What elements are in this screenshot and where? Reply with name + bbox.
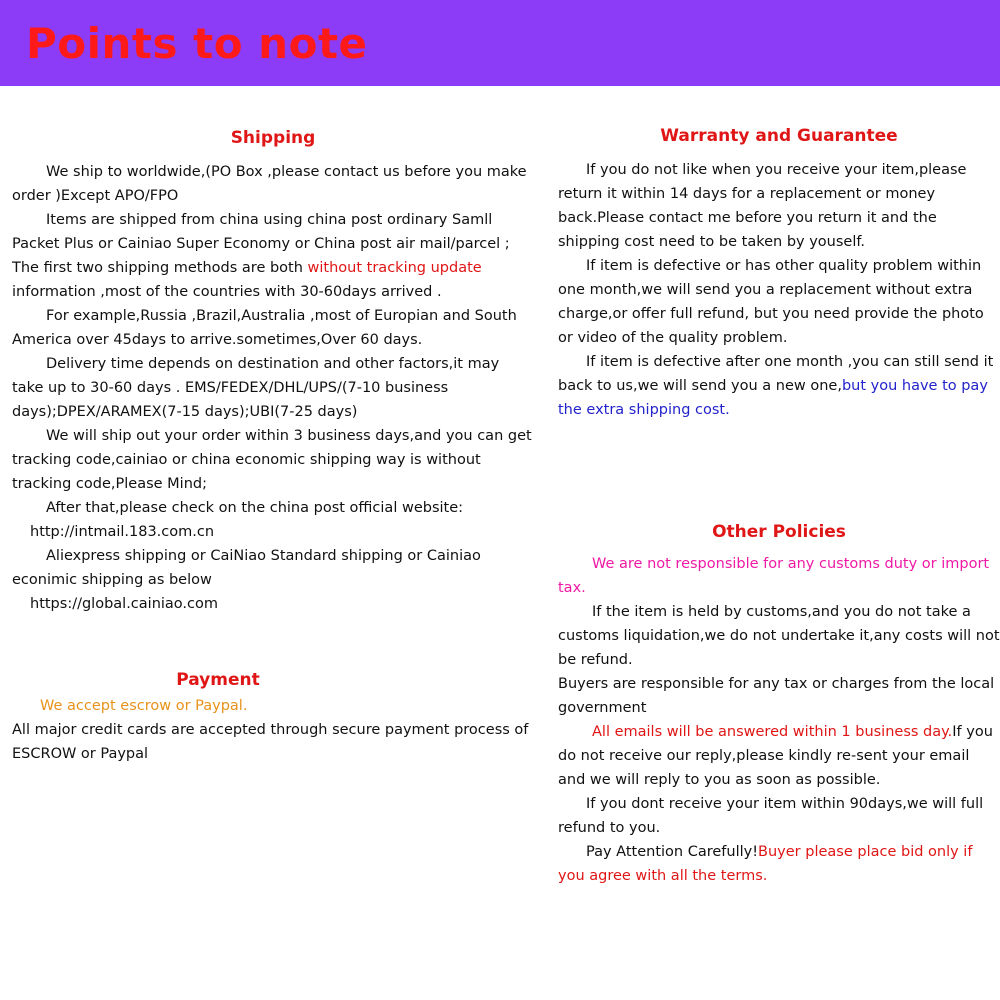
payment-heading: Payment [176, 670, 260, 690]
email-answer-highlight: All emails will be answered within 1 business day. [592, 724, 953, 740]
shipping-method-text: Items are shipped from china using china post ordinary Samll Packet Plus or Cainiao Super Economy or China post air mail/parcel ; The first two shipping methods are both without tracking update information ,most of the countries with 30-60days arrived . [12, 212, 510, 300]
other-policies-heading: Other Policies [712, 522, 846, 542]
email-reply-text: All emails will be answered within 1 business day.If you do not receive our reply,please kindly re-sent your email and we will reply to you as soon as possible. [558, 724, 993, 788]
tax-responsibility-text: Buyers are responsible for any tax or charges from the local government [558, 676, 995, 716]
shipping-example-text: For example,Russia ,Brazil,Australia ,most of Europian and South America over 45days to arrive.sometimes,Over 60 days. [12, 308, 517, 348]
china-post-link[interactable]: http://intmail.183.com.cn [30, 524, 215, 540]
warranty-heading: Warranty and Guarantee [660, 126, 898, 146]
ship-out-text: We will ship out your order within 3 business days,and you can get tracking code,cainiao or china economic shipping way is without tracking code,Please Mind; [12, 428, 532, 492]
no-tracking-highlight: without tracking update [307, 260, 482, 276]
refund-90days-text: If you dont receive your item within 90days,we will full refund to you. [558, 796, 984, 836]
payment-note: We accept escrow or Paypal. [40, 698, 248, 714]
extra-shipping-highlight: but you have to pay the extra shipping cost. [558, 378, 988, 418]
attention-text: Pay Attention Carefully!Buyer please place bid only if you agree with all the terms. [558, 844, 973, 884]
left-column [12, 124, 534, 766]
aliexpress-shipping-text: Aliexpress shipping or CaiNiao Standard shipping or Cainiao econimic shipping as below [12, 548, 481, 588]
customs-held-text: If the item is held by customs,and you do not take a customs liquidation,we do not undertake it,any costs will not be refund. [558, 604, 1000, 668]
page-title: Points to note [26, 19, 368, 68]
shipping-worldwide-text: We ship to worldwide,(PO Box ,please contact us before you make order )Except APO/FPO [12, 164, 527, 204]
right-column [558, 122, 1000, 888]
payment-text: All major credit cards are accepted through secure payment process of ESCROW or Paypal [12, 722, 529, 762]
cainiao-link[interactable]: https://global.cainiao.com [30, 596, 218, 612]
customs-duty-text: We are not responsible for any customs duty or import tax. [558, 556, 990, 596]
delivery-time-text: Delivery time depends on destination and other factors,it may take up to 30-60 days . EMS/FEDEX/DHL/UPS/(7-10 business days);DPEX/ARAMEX(7-15 days);UBI(7-25 days) [12, 356, 500, 420]
warranty-return-text: If you do not like when you receive your item,please return it within 14 days for a replacement or money back.Please contact me before you return it and the shipping cost need to be taken by youself. [558, 162, 967, 250]
header-banner [0, 0, 1000, 86]
check-website-text: After that,please check on the china post official website: [46, 500, 464, 516]
place-bid-highlight: Buyer please place bid only if you agree with all the terms. [558, 844, 973, 884]
shipping-heading: Shipping [230, 128, 316, 148]
warranty-after-month-text: If item is defective after one month ,you can still send it back to us,we will send you a new one,but you have to pay the extra shipping cost. [558, 354, 994, 418]
warranty-defective-text: If item is defective or has other quality problem within one month,we will send you a replacement without extra charge,or offer full refund, but you need provide the photo or video of the quality problem. [558, 258, 984, 346]
